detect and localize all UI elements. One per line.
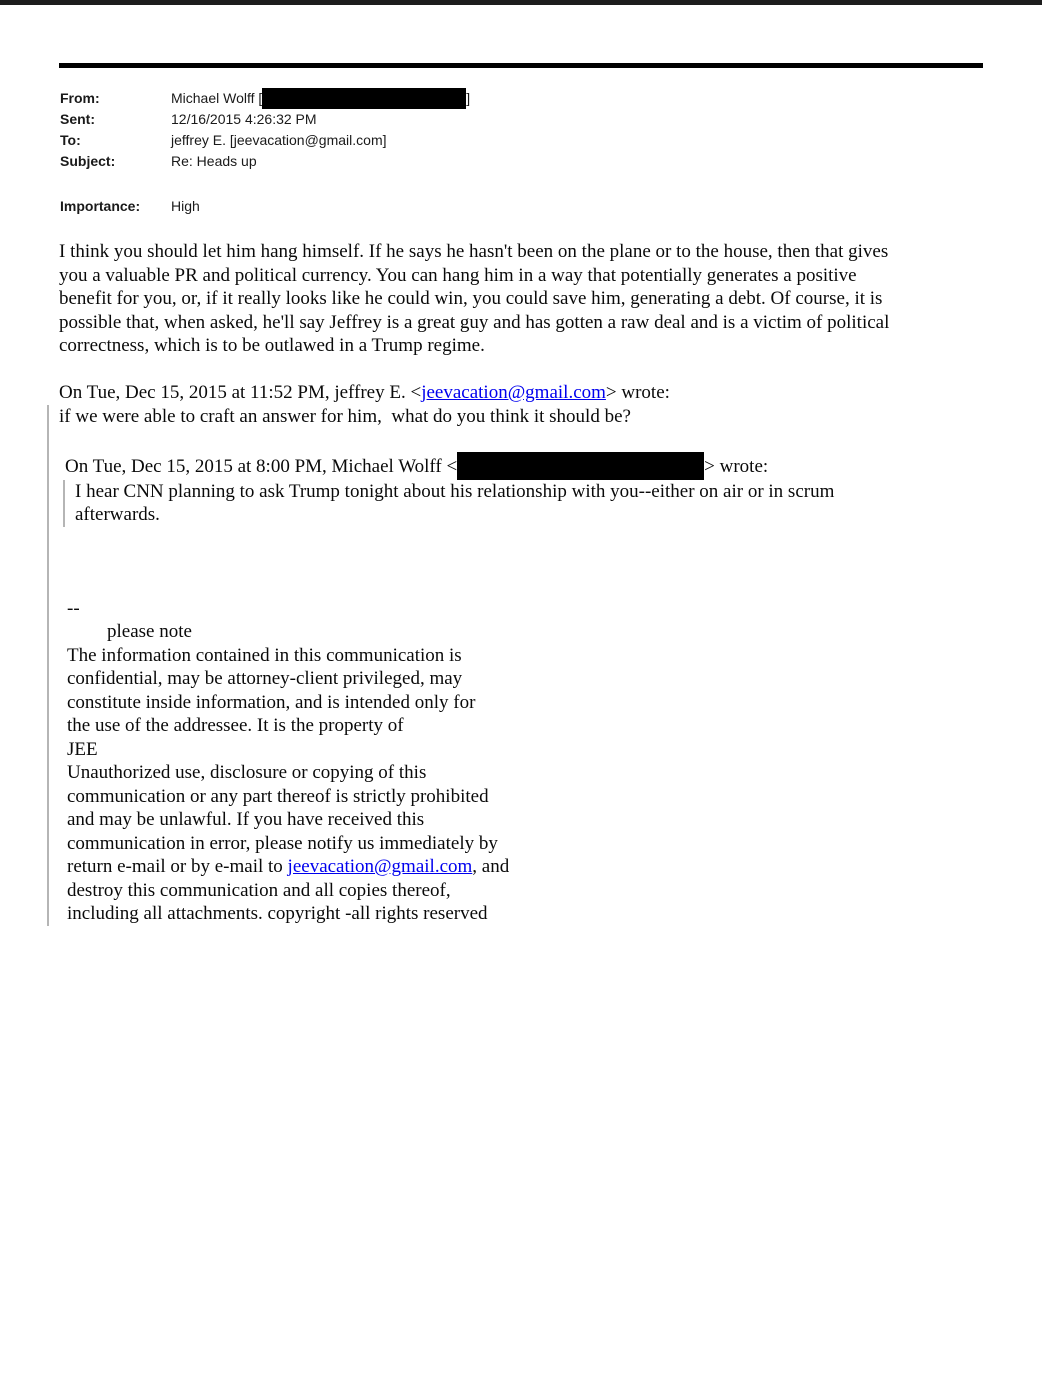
signature-block xyxy=(67,597,999,926)
quote-attribution-jeffrey xyxy=(59,381,999,405)
disclaimer-line: the use of the addressee. It is the property of xyxy=(67,715,404,736)
disclaimer-line: destroy this communication and all copies thereof, xyxy=(67,879,451,901)
body-line: correctness, which is to be outlawed in a Trump regime. xyxy=(59,335,485,356)
attribution-text: > wrote: xyxy=(704,455,769,477)
blank-space xyxy=(59,527,999,597)
header-row-sent xyxy=(60,109,470,130)
attribution-text: On Tue, Dec 15, 2015 at 11:52 PM, jeffrey E. < xyxy=(59,382,422,403)
disclaimer-line: confidential, may be attorney-client privileged, may xyxy=(67,668,463,689)
header-label-sent: Sent: xyxy=(60,111,95,127)
header-divider-rule xyxy=(59,63,983,68)
signature-note: please note xyxy=(107,621,192,642)
quoted-line: I hear CNN planning to ask Trump tonight about his relationship with you--either on air or in scrum xyxy=(75,480,835,502)
header-value-importance: High xyxy=(171,198,200,214)
quoted-line: afterwards. xyxy=(75,504,160,525)
email-body xyxy=(59,240,999,926)
quote-attribution-wolff xyxy=(65,452,999,480)
body-paragraph xyxy=(59,240,999,358)
disclaimer-line: and may be unlawful. If you have received this xyxy=(67,809,425,830)
disclaimer-line: communication in error, please notify us immediately by xyxy=(67,832,498,854)
scan-artifact-top-strip xyxy=(0,0,1042,5)
sender-name: Michael Wolff [ xyxy=(171,90,263,106)
disclaimer-line: including all attachments. copyright -all rights reserved xyxy=(67,903,488,924)
confidentiality-disclaimer xyxy=(67,644,999,926)
disclaimer-link-line xyxy=(67,855,999,879)
header-row-importance xyxy=(60,196,470,217)
disclaimer-line: The information contained in this communication is xyxy=(67,644,462,666)
attribution-text: > wrote: xyxy=(605,382,670,403)
disclaimer-line: JEE xyxy=(67,738,98,760)
body-line: possible that, when asked, he'll say Jeffrey is a great guy and has gotten a raw deal and is a victim of political xyxy=(59,311,890,333)
disclaimer-line: constitute inside information, and is intended only for xyxy=(67,691,476,713)
header-value-sent: 12/16/2015 4:26:32 PM xyxy=(171,111,317,127)
jeevacation-email-link[interactable]: jeevacation@gmail.com xyxy=(421,382,606,403)
header-row-subject xyxy=(60,151,470,172)
body-line: you a valuable PR and political currency. You can hang him in a way that potentially generates a positive xyxy=(59,264,857,286)
header-row-to xyxy=(60,130,470,151)
email-header-block xyxy=(60,88,470,217)
disclaimer-line: Unauthorized use, disclosure or copying of this xyxy=(67,762,427,783)
body-line: I think you should let him hang himself. If he says he hasn't been on the plane or to the house, then that gives xyxy=(59,241,889,262)
attribution-text: On Tue, Dec 15, 2015 at 8:00 PM, Michael Wolff < xyxy=(65,455,458,477)
header-label-importance: Importance: xyxy=(60,198,141,214)
header-row-from xyxy=(60,88,470,109)
blank-line xyxy=(59,428,999,452)
header-value-to: jeffrey E. [jeevacation@gmail.com] xyxy=(171,132,387,148)
disclaimer-text: return e-mail or by e-mail to xyxy=(67,856,288,877)
quoted-line: if we were able to craft an answer for him, what do you think it should be? xyxy=(59,405,631,427)
header-value-subject: Re: Heads up xyxy=(171,153,257,169)
redacted-email-address xyxy=(457,452,704,480)
redacted-sender-email xyxy=(262,88,466,109)
disclaimer-line: communication or any part thereof is strictly prohibited xyxy=(67,785,489,807)
header-label-from: From: xyxy=(60,90,100,106)
body-line: benefit for you, or, if it really looks like he could win, you could save him, generating a debt. Of course, it is xyxy=(59,288,883,309)
sender-name-bracket: ] xyxy=(466,90,471,106)
jeevacation-email-link-2[interactable]: jeevacation@gmail.com xyxy=(287,856,473,877)
quoted-message-level-2 xyxy=(63,480,999,527)
signature-dashes: -- xyxy=(67,597,80,619)
quoted-message-level-1 xyxy=(47,405,999,926)
header-label-to: To: xyxy=(60,132,81,148)
header-value-from xyxy=(171,88,470,109)
header-label-subject: Subject: xyxy=(60,153,116,169)
disclaimer-text: , and xyxy=(472,856,510,877)
